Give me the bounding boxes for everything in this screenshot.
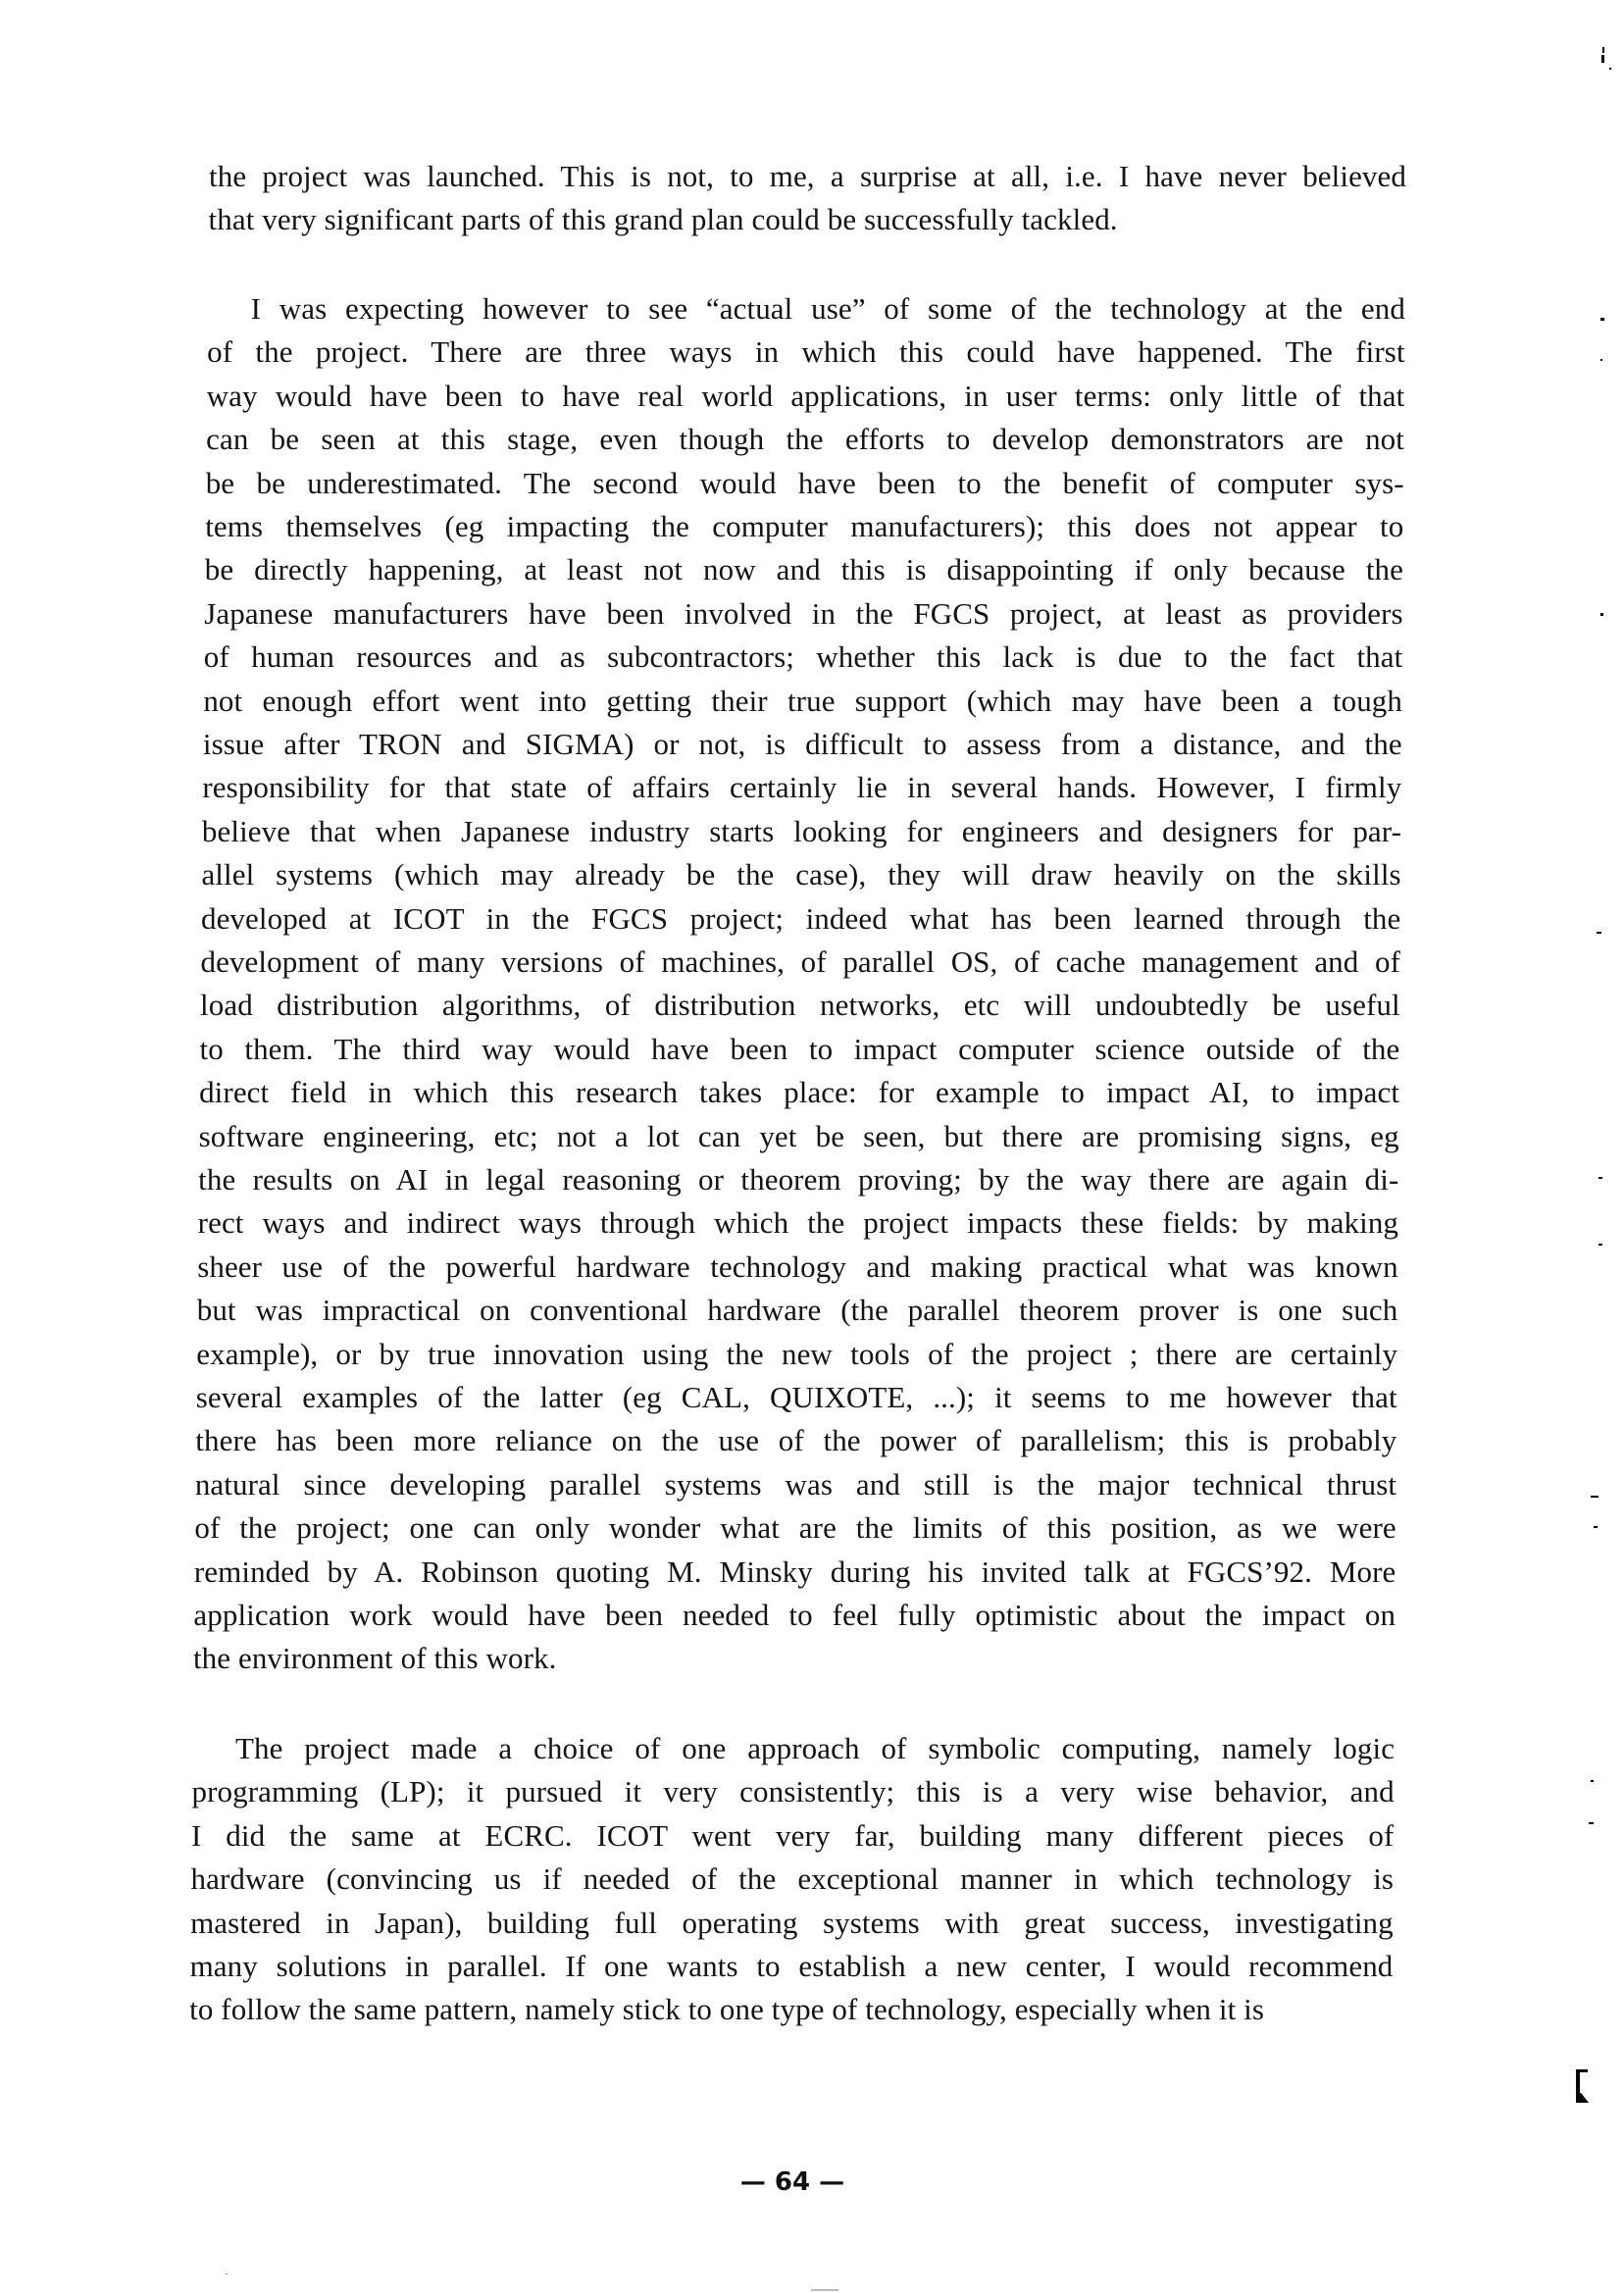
scan-artifact-mark <box>1600 613 1603 616</box>
scan-artifact-mark <box>1589 1822 1594 1824</box>
scan-artifact-bracket <box>1576 2093 1589 2103</box>
text-line: direct field in which this research takes place: for example to impact AI, to impact <box>199 1075 1400 1110</box>
text-line: can be seen at this stage, even though the efforts to develop demonstrators are not <box>206 422 1404 457</box>
text-line: to follow the same pattern, namely stick to one type of technology, especially when it is <box>189 1992 1265 2027</box>
text-line: responsibility for that state of affairs certainly lie in several hands. However, I firmly <box>202 770 1402 805</box>
text-line: several examples of the latter (eg CAL, QUIXOTE, ...); it seems to me however that <box>195 1380 1397 1414</box>
text-line: tems themselves (eg impacting the computer manufacturers); this does not appear to <box>205 509 1404 543</box>
text-line: hardware (convincing us if needed of the exceptional manner in which technology is <box>190 1861 1395 1897</box>
text-line: issue after TRON and SIGMA) or not, is difficult to assess from a distance, and the <box>202 727 1402 761</box>
text-line: load distribution algorithms, of distribution networks, etc will undoubtedly be useful <box>200 988 1400 1023</box>
scan-artifact-mark <box>1600 359 1602 361</box>
scan-artifact-mark <box>1602 47 1604 53</box>
text-line: that very significant parts of this grand plan could be successfully tackled. <box>208 202 1118 237</box>
text-line: not enough effort went into getting their true support (which may have been a tough <box>203 683 1403 718</box>
text-line: rect ways and indirect ways through which the project impacts these fields: by making <box>197 1205 1399 1241</box>
text-line: reminded by A. Robinson quoting M. Minsky during his invited talk at FGCS’92. More <box>193 1554 1396 1589</box>
scan-artifact-mark <box>226 2273 228 2274</box>
text-line: application work would have been needed to feel fully optimistic about the impact on <box>193 1598 1396 1632</box>
scan-artifact-mark <box>1594 1526 1598 1528</box>
scan-artifact-bracket <box>1576 2069 1588 2072</box>
text-line: be directly happening, at least not now and this is disappointing if only because the <box>204 552 1404 587</box>
scan-artifact-mark <box>1609 68 1611 70</box>
text-line: but was impractical on conventional hardware (the parallel theorem prover is one such <box>196 1293 1398 1328</box>
text-line: way would have been to have real world applications, in user terms: only little of that <box>206 378 1405 413</box>
text-line: I did the same at ECRC. ICOT went very far, building many different pieces of <box>191 1817 1395 1853</box>
text-line: many solutions in parallel. If one wants to establish a new center, I would recommend <box>189 1949 1394 1983</box>
text-line: sheer use of the powerful hardware technology and making practical what was known <box>197 1248 1398 1284</box>
scan-artifact-mark <box>1599 1177 1602 1179</box>
text-line: natural since developing parallel systems was and still is the major technical thrust <box>194 1466 1397 1502</box>
text-line: to them. The third way would have been to impact computer science outside of the <box>199 1031 1400 1066</box>
scan-artifact-mark <box>1600 318 1604 321</box>
scan-artifact-mark <box>1599 1244 1602 1246</box>
text-line: programming (LP); it pursued it very consistently; this is a very wise behavior, and <box>191 1774 1395 1809</box>
scan-artifact-mark <box>1591 1780 1594 1782</box>
text-line: of the project. There are three ways in which this could have happened. The first <box>207 334 1405 370</box>
text-line: the results on AI in legal reasoning or theorem proving; by the way there are again di- <box>198 1162 1399 1197</box>
text-line: software engineering, etc; not a lot can yet be seen, but there are promising signs, eg <box>198 1118 1399 1153</box>
text-line: the environment of this work. <box>192 1641 557 1676</box>
text-line: example), or by true innovation using the new tools of the project ; there are certainly <box>196 1336 1398 1371</box>
text-line: mastered in Japan), building full operating systems with great success, investigating <box>190 1905 1394 1940</box>
text-line: The project made a choice of one approach of symbolic computing, namely logic <box>234 1731 1396 1765</box>
text-line: be be underestimated. The second would have been to the benefit of computer sys- <box>205 465 1404 500</box>
text-line: developed at ICOT in the FGCS project; indeed what has been learned through the <box>200 900 1401 936</box>
text-line: there has been more reliance on the use of the power of parallelism; this is probably <box>195 1423 1397 1458</box>
scan-artifact-mark <box>1601 55 1604 63</box>
scan-artifact-mark <box>811 2289 838 2291</box>
text-line: the project was launched. This is not, to me, a surprise at all, i.e. I have never believed <box>209 159 1406 193</box>
text-line: of human resources and as subcontractors; whether this lack is due to the fact that <box>203 639 1403 675</box>
text-line: believe that when Japanese industry starts looking for engineers and designers for par- <box>201 813 1402 848</box>
text-line: Japanese manufacturers have been involved in the FGCS project, at least as providers <box>204 595 1403 631</box>
text-line: of the project; one can only wonder what are the limits of this position, as we were <box>194 1510 1396 1546</box>
text-line: allel systems (which may already be the case), they will draw heavily on the skills <box>201 857 1401 892</box>
scan-artifact-mark <box>1591 1496 1599 1498</box>
text-line: development of many versions of machines, of parallel OS, of cache management and of <box>200 944 1401 979</box>
text-line: I was expecting however to see “actual use” of some of the technology at the end <box>250 291 1405 326</box>
scan-artifact-mark <box>1597 932 1601 934</box>
page-number: — 64 — <box>739 2167 845 2197</box>
